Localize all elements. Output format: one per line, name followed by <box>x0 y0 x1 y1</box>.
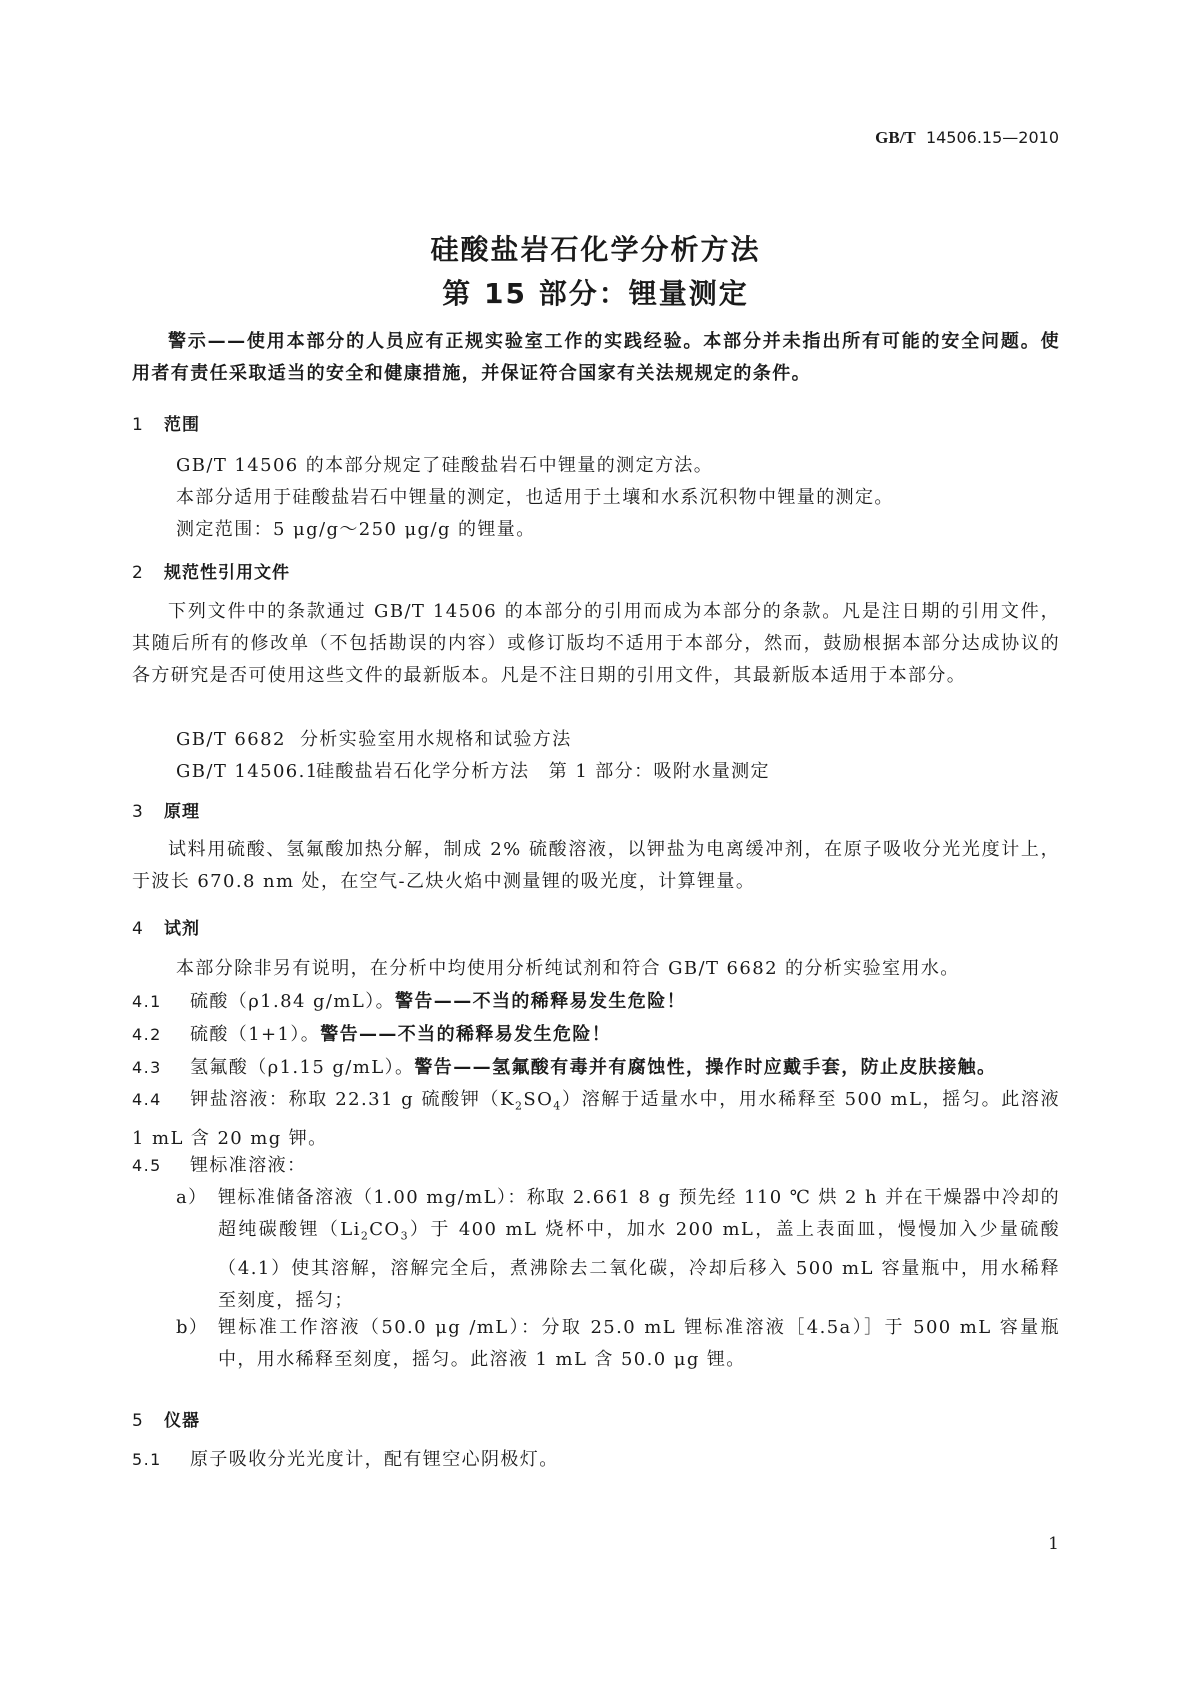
section-4-heading: 4 试剂 <box>132 919 200 939</box>
safety-warning: 警示——使用本部分的人员应有正规实验室工作的实践经验。本部分并未指出所有可能的安全问题。使用者有责任采取适当的安全和健康措施，并保证符合国家有关法规规定的条件。 <box>132 331 1060 384</box>
title-line-1: 硅酸盐岩石化学分析方法 <box>430 233 761 266</box>
title-line-2: 第 15 部分：锂量测定 <box>442 277 749 310</box>
s2-para-1: 下列文件中的条款通过 GB/T 14506 的本部分的引用而成为本部分的条款。凡是注日期的引用文件，其随后所有的修改单（不包括勘误的内容）或修订版均不适用于本部分，然而，鼓励根据本部分达成协议的各方研究是否可使用这些文件的最新版本。凡是不注日期的引用文件，其最新版本适用于本部分。 <box>132 601 1060 686</box>
list-item-a <box>176 1182 1060 1310</box>
item-4-4: 4.4 钾盐溶液：称取 22.31 g 硫酸钾$(K_2SO_4)$溶解于适量水中，用水稀释至 500 mL，摇匀。此溶液 1 mL 含 20 mg 钾。 <box>132 1089 1060 1149</box>
standard-code: GB/T 14506.15—2010 <box>875 128 1059 147</box>
s1-para-2: 本部分适用于硅酸盐岩石中锂量的测定，也适用于土壤和水系沉积物中锂量的测定。 <box>176 487 894 508</box>
s2-ref-2: GB/T 14506.1硅酸盐岩石化学分析方法 第 1 部分：吸附水量测定 <box>176 761 770 782</box>
section-1-heading: 1 范围 <box>132 415 200 435</box>
item-4-2: 4.2 硫酸（1+1）。警告——不当的稀释易发生危险！ <box>132 1024 612 1045</box>
s3-para-1: 试料用硫酸、氢氟酸加热分解，制成 2% 硫酸溶液，以钾盐为电离缓冲剂，在原子吸收分光光度计上，于波长 670.8 nm 处，在空气-乙炔火焰中测量锂的吸光度，计算锂量。 <box>132 839 1060 892</box>
s1-para-3: 测定范围：5 μg/g～250 μg/g 的锂量。 <box>176 519 536 540</box>
item-4-3: 4.3 氢氟酸（ρ1.15 g/mL）。警告——氢氟酸有毒并有腐蚀性，操作时应戴手套，防止皮肤接触。 <box>132 1057 997 1078</box>
list-label-b: b） <box>176 1317 209 1338</box>
item-4-5: 4.5 锂标准溶液： <box>132 1155 307 1176</box>
item-5-1: 5.1 原子吸收分光光度计，配有锂空心阴极灯。 <box>132 1449 559 1470</box>
section-3-heading: 3 原理 <box>132 802 200 822</box>
s4-para-1: 本部分除非另有说明，在分析中均使用分析纯试剂和符合 GB/T 6682 的分析实验室用水。 <box>176 958 960 979</box>
list-text-a: 锂标准储备溶液（1.00 mg/mL）：称取 2.661 8 g 预先经 110 ℃ 烘 2 h 并在干燥器中冷却的超纯碳酸锂$(Li_2CO_3)$于 400 mL 烧杯中，加水 200 mL，盖上表面皿，慢慢加入少量硫酸（4.1）使其溶解，溶解完全后，煮沸除去二氧化碳，冷却后移入 500 mL 容量瓶中，用水稀释至刻度，摇匀； <box>218 1187 1060 1311</box>
list-text-b: 锂标准工作溶液（50.0 μg /mL）：分取 25.0 mL 锂标准溶液［4.5a）］于 500 mL 容量瓶中，用水稀释至刻度，摇匀。此溶液 1 mL 含 50.0 μg 锂。 <box>218 1317 1060 1370</box>
s1-para-1: GB/T 14506 的本部分规定了硅酸盐岩石中锂量的测定方法。 <box>176 455 714 476</box>
item-4-1: 4.1 硫酸（ρ1.84 g/mL）。警告——不当的稀释易发生危险！ <box>132 991 686 1012</box>
s2-ref-1: GB/T 6682 分析实验室用水规格和试验方法 <box>176 729 572 750</box>
page-number: 1 <box>1048 1534 1059 1554</box>
section-2-heading: 2 规范性引用文件 <box>132 563 290 583</box>
list-label-a: a） <box>176 1187 208 1208</box>
list-item-b <box>176 1312 1060 1376</box>
section-5-heading: 5 仪器 <box>132 1411 200 1431</box>
